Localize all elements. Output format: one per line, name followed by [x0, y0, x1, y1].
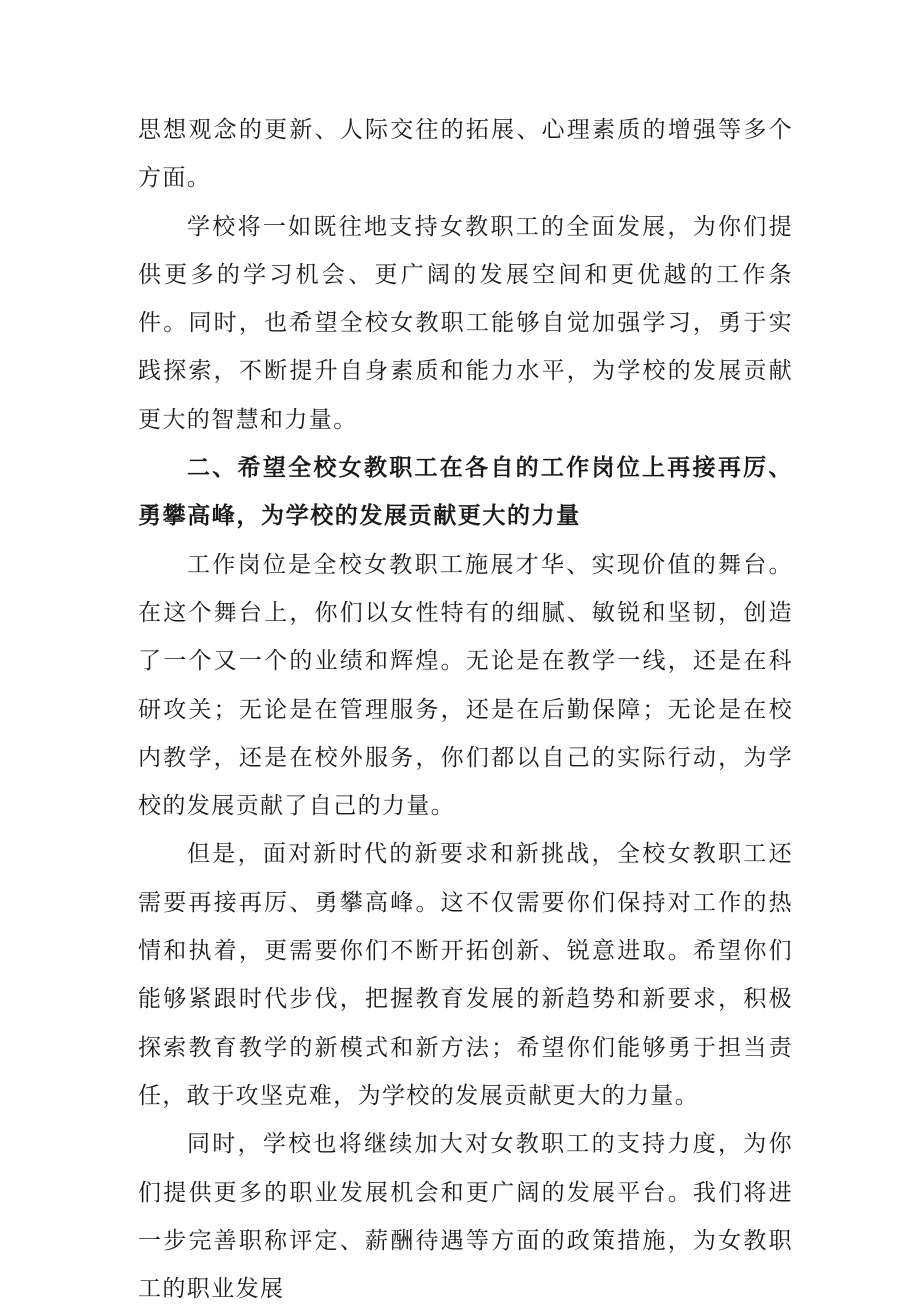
paragraph-work-stage: 工作岗位是全校女教职工施展才华、实现价值的舞台。在这个舞台上，你们以女性特有的细腻、敏锐和坚韧，创造了一个又一个的业绩和辉煌。无论是在教学一线，还是在科研攻关；无论是在管理服务，还是在后勤保障；无论是在校内教学，还是在校外服务，你们都以自己的实际行动，为学校的发展贡献了自己的力量。 — [138, 551, 793, 820]
paragraph-new-challenges: 但是，面对新时代的新要求和新挑战，全校女教职工还需要再接再厉、勇攀高峰。这不仅需要你们保持对工作的热情和执着，更需要你们不断开拓创新、锐意进取。希望你们能够紧跟时代步伐，把握教育发展的新趋势和新要求，积极探索教育教学的新模式和新方法；希望你们能够勇于担当责任，敢于攻坚克难，为学校的发展贡献更大的力量。 — [138, 841, 793, 1109]
section-heading-2: 二、希望全校女教职工在各自的工作岗位上再接再厉、勇攀高峰，为学校的发展贡献更大的力量 — [138, 455, 793, 530]
paragraph-support-development: 学校将一如既往地支持女教职工的全面发展，为你们提供更多的学习机会、更广阔的发展空间和更优越的工作条件。同时，也希望全校女教职工能够自觉加强学习，勇于实践探索，不断提升自身素质和能力水平，为学校的发展贡献更大的智慧和力量。 — [138, 213, 793, 433]
paragraph-school-support: 同时，学校也将继续加大对女教职工的支持力度，为你们提供更多的职业发展机会和更广阔的发展平台。我们将进一步完善职称评定、薪酬待遇等方面的政策措施，为女教职工的职业发展 — [138, 1131, 793, 1303]
document-page — [138, 106, 793, 1313]
paragraph-continuation: 思想观念的更新、人际交往的拓展、心理素质的增强等多个方面。 — [138, 117, 793, 192]
